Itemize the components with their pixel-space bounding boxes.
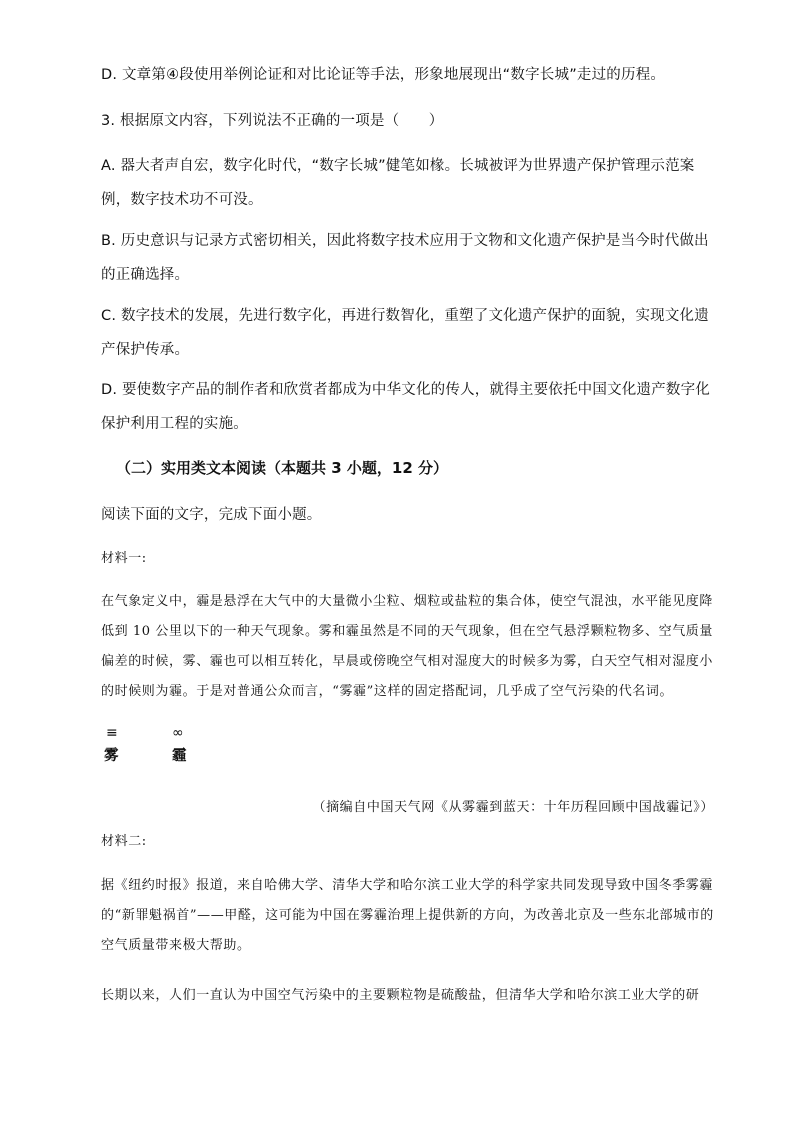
material1-label: 材料一: (101, 551, 147, 566)
haze-symbol-icon: ∞ (172, 725, 184, 741)
q3-option-a: A. 器大者声自宏，数字化时代，“数字长城”健笔如椽。长城被评为世界遗产保护管理示范案例，数字技术功不可没。 (101, 158, 695, 208)
material2-paragraph-2: 长期以来，人们一直认为中国空气污染中的主要颗粒物是硫酸盐，但清华大学和哈尔滨工业大学的研 (101, 988, 700, 1003)
q3-option-c: C. 数字技术的发展，先进行数字化，再进行数智化，重塑了文化遗产保护的面貌，实现文化遗产保护传承。 (101, 308, 709, 358)
q3-stem: 3. 根据原文内容，下列说法不正确的一项是（ ） (101, 113, 444, 129)
material2-label: 材料二: (101, 834, 147, 849)
section-heading: （二）实用类文本阅读（本题共 3 小题，12 分） (116, 459, 448, 477)
material2-paragraph-1: 据《纽约时报》报道，来自哈佛大学、清华大学和哈尔滨工业大学的科学家共同发现导致中国冬季雾霾的“新罪魁祸首”——甲醛，这可能为中国在雾霾治理上提供新的方向，为改善北京及一些东北部城市的空气质量带来极大帮助。 (101, 878, 714, 953)
haze-symbol-label: 霾 (172, 747, 187, 764)
reading-instruction: 阅读下面的文字，完成下面小题。 (101, 507, 322, 523)
q3-option-d: D. 要使数字产品的制作者和欣赏者都成为中华文化的传人，就得主要依托中国文化遗产数字化保护利用工程的实施。 (101, 382, 710, 432)
material1-text: 在气象定义中，霾是悬浮在大气中的大量微小尘粒、烟粒或盐粒的集合体，使空气混浊，水平能见度降低到 10 公里以下的一种天气现象。雾和霾虽然是不同的天气现象，但在空气悬浮颗粒物多、空气质量偏差的时候，雾、霾也可以相互转化，早晨或傍晚空气相对湿度大的时候多为雾，白天空气相对湿度小的时候则为霾。于是对普通公众而言，“雾霾”这样的固定搭配词，几乎成了空气污染的代名词。 (101, 594, 714, 699)
q3-option-b: B. 历史意识与记录方式密切相关，因此将数字技术应用于文物和文化遗产保护是当今时代做出的正确选择。 (101, 233, 709, 283)
source-citation: （摘编自中国天气网《从雾霾到蓝天：十年历程回顾中国战霾记》） (312, 800, 714, 815)
fog-symbol-icon: ≡ (106, 725, 118, 741)
q2-option-d: D. 文章第④段使用举例论证和对比论证等手法，形象地展现出“数字长城”走过的历程。 (101, 67, 666, 83)
fog-symbol-label: 雾 (104, 747, 119, 764)
